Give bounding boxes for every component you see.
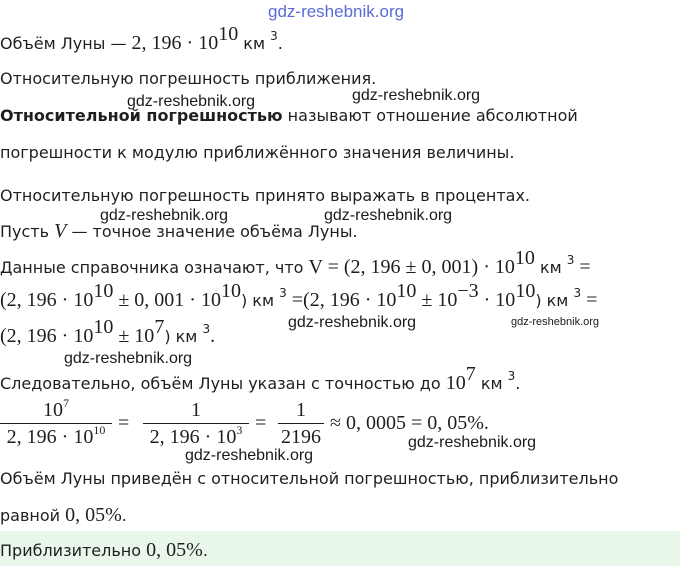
fraction: 1 2, $196 \cdot 10^3$	[143, 398, 249, 449]
watermark: gdz-reshebnik.org	[127, 93, 256, 110]
text-line: Относительную погрешность принято выражать в процентах.	[0, 186, 531, 205]
conclusion-line: равной 0, 05%.	[0, 504, 127, 526]
statement-line: Объём Луны — 2, $196 \cdot 10^{10}$ км $^3$.	[0, 23, 283, 54]
definition-line: погрешности к модулю приближённого значения величины.	[0, 143, 515, 162]
text-line: Следовательно, объём Луны указан с точностью до $10^7$ км $^3$.	[0, 363, 521, 394]
watermark: gdz-reshebnik.org	[324, 207, 453, 224]
watermark: gdz-reshebnik.org	[185, 447, 314, 464]
watermark: gdz-reshebnik.org	[100, 207, 229, 224]
fraction: $10^7$ 2, $196 \cdot 10^{10}$	[0, 398, 112, 449]
watermark: gdz-reshebnik.org	[511, 316, 600, 328]
task-line: Относительную погрешность приближения.	[0, 69, 377, 88]
watermark: gdz-reshebnik.org	[352, 87, 481, 104]
math-line: Данные справочника означают, что V = (2, 196 ± 0, $001) \cdot 10^{10}$ км $^3$ =	[0, 247, 591, 278]
equals-sign: =	[118, 412, 130, 434]
watermark: gdz-reshebnik.org	[408, 434, 537, 451]
definition-line: Относительной погрешностью называют отношение абсолютной	[0, 106, 578, 125]
text-line: Пусть V — точное значение объёма Луны.	[0, 220, 358, 242]
equals-sign: =	[255, 412, 267, 434]
math-line: (2, $196 \cdot 10^{10} \pm 0$, $001 \cdot 10^{10}$) км $^3$ =(2, $196 \cdot 10^{10} \pm 10^{-3} \cdot 10^{10}$) км $^3$ =	[0, 280, 598, 311]
watermark-top: gdz-reshebnik.org	[268, 2, 405, 21]
fraction: 1 2196	[278, 398, 324, 449]
answer-line: Приблизительно 0, 05%.	[0, 539, 208, 561]
math-line: (2, $196 \cdot 10^{10} \pm 10^7$) км $^3$.	[0, 316, 216, 347]
watermark: gdz-reshebnik.org	[288, 314, 417, 331]
watermark: gdz-reshebnik.org	[64, 350, 193, 367]
approx-result: ≈ 0, 0005 = 0, 05%.	[330, 412, 489, 434]
conclusion-line: Объём Луны приведён с относительной погрешностью, приблизительно	[0, 469, 619, 488]
